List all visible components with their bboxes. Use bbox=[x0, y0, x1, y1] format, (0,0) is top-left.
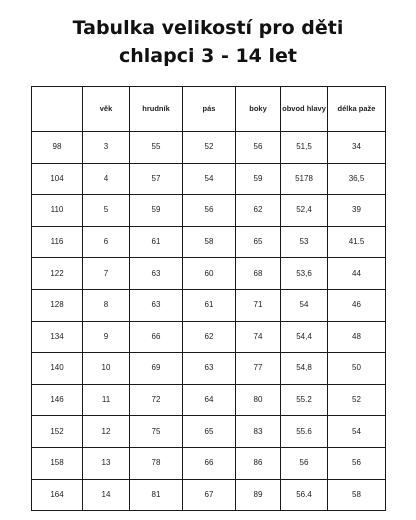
table-cell-hips: 86 bbox=[236, 447, 281, 479]
table-row bbox=[32, 226, 386, 258]
table-cell-arm-length: 54 bbox=[328, 416, 386, 448]
table-cell-age: 12 bbox=[83, 416, 130, 448]
table-cell-arm-length: 39 bbox=[328, 195, 386, 227]
table-cell-waist: 54 bbox=[183, 163, 236, 195]
table-cell-chest: 78 bbox=[130, 447, 183, 479]
table-cell-arm-length: 56 bbox=[328, 447, 386, 479]
table-cell-size: 122 bbox=[32, 258, 83, 290]
table-cell-size: 152 bbox=[32, 416, 83, 448]
table-row bbox=[32, 258, 386, 290]
table-cell-chest: 75 bbox=[130, 416, 183, 448]
table-cell-chest: 72 bbox=[130, 384, 183, 416]
table-cell-hips: 74 bbox=[236, 321, 281, 353]
header-cell-head-circumference: obvod hlavy bbox=[281, 87, 328, 132]
table-cell-arm-length: 34 bbox=[328, 132, 386, 164]
table-cell-waist: 66 bbox=[183, 447, 236, 479]
table-cell-size: 140 bbox=[32, 353, 83, 385]
table-cell-age: 7 bbox=[83, 258, 130, 290]
table-cell-hips: 56 bbox=[236, 132, 281, 164]
table-cell-waist: 52 bbox=[183, 132, 236, 164]
header-cell-chest: hrudník bbox=[130, 87, 183, 132]
table-cell-age: 4 bbox=[83, 163, 130, 195]
table-cell-chest: 61 bbox=[130, 226, 183, 258]
header-row bbox=[32, 87, 386, 132]
table-cell-arm-length: 58 bbox=[328, 479, 386, 511]
table-cell-chest: 63 bbox=[130, 258, 183, 290]
table-cell-hips: 59 bbox=[236, 163, 281, 195]
table-cell-age: 14 bbox=[83, 479, 130, 511]
size-table bbox=[31, 86, 386, 511]
table-cell-age: 10 bbox=[83, 353, 130, 385]
table-cell-age: 3 bbox=[83, 132, 130, 164]
table-cell-hips: 89 bbox=[236, 479, 281, 511]
table-cell-head-circumference: 5178 bbox=[281, 163, 328, 195]
table-cell-hips: 83 bbox=[236, 416, 281, 448]
table-cell-arm-length: 50 bbox=[328, 353, 386, 385]
table-cell-size: 134 bbox=[32, 321, 83, 353]
table-cell-waist: 60 bbox=[183, 258, 236, 290]
page-title: Tabulka velikostí pro děti bbox=[72, 17, 344, 39]
table-cell-waist: 67 bbox=[183, 479, 236, 511]
table-cell-chest: 57 bbox=[130, 163, 183, 195]
table-cell-age: 8 bbox=[83, 289, 130, 321]
table-cell-chest: 59 bbox=[130, 195, 183, 227]
table-cell-size: 110 bbox=[32, 195, 83, 227]
title-block bbox=[0, 14, 416, 70]
table-cell-arm-length: 41.5 bbox=[328, 226, 386, 258]
table-cell-head-circumference: 54,8 bbox=[281, 353, 328, 385]
table-cell-size: 158 bbox=[32, 447, 83, 479]
table-cell-hips: 80 bbox=[236, 384, 281, 416]
table-cell-age: 6 bbox=[83, 226, 130, 258]
table-cell-waist: 65 bbox=[183, 416, 236, 448]
table-row bbox=[32, 163, 386, 195]
table-body bbox=[32, 132, 386, 511]
table-cell-waist: 64 bbox=[183, 384, 236, 416]
table-cell-age: 11 bbox=[83, 384, 130, 416]
table-cell-arm-length: 44 bbox=[328, 258, 386, 290]
table-cell-hips: 68 bbox=[236, 258, 281, 290]
table-cell-size: 116 bbox=[32, 226, 83, 258]
table-cell-chest: 81 bbox=[130, 479, 183, 511]
table-row bbox=[32, 289, 386, 321]
header-cell-age: věk bbox=[83, 87, 130, 132]
table-cell-size: 104 bbox=[32, 163, 83, 195]
header-cell-hips: boky bbox=[236, 87, 281, 132]
table-row bbox=[32, 195, 386, 227]
table-cell-head-circumference: 55.2 bbox=[281, 384, 328, 416]
table-cell-size: 146 bbox=[32, 384, 83, 416]
table-cell-size: 98 bbox=[32, 132, 83, 164]
table-cell-head-circumference: 51,5 bbox=[281, 132, 328, 164]
table-cell-chest: 55 bbox=[130, 132, 183, 164]
table-cell-arm-length: 48 bbox=[328, 321, 386, 353]
table-row bbox=[32, 447, 386, 479]
table-cell-head-circumference: 56.4 bbox=[281, 479, 328, 511]
table-cell-chest: 66 bbox=[130, 321, 183, 353]
header-cell-arm-length: délka paže bbox=[328, 87, 386, 132]
table-cell-waist: 63 bbox=[183, 353, 236, 385]
table-row bbox=[32, 416, 386, 448]
page-subtitle: chlapci 3 - 14 let bbox=[119, 45, 297, 67]
table-cell-size: 128 bbox=[32, 289, 83, 321]
table-row bbox=[32, 321, 386, 353]
table-row bbox=[32, 384, 386, 416]
table-cell-arm-length: 36,5 bbox=[328, 163, 386, 195]
table-cell-arm-length: 52 bbox=[328, 384, 386, 416]
header-cell-waist: pás bbox=[183, 87, 236, 132]
table-row bbox=[32, 353, 386, 385]
table-row bbox=[32, 479, 386, 511]
table-cell-age: 9 bbox=[83, 321, 130, 353]
table-cell-head-circumference: 55.6 bbox=[281, 416, 328, 448]
table-cell-head-circumference: 54 bbox=[281, 289, 328, 321]
table-cell-chest: 69 bbox=[130, 353, 183, 385]
table-cell-hips: 62 bbox=[236, 195, 281, 227]
table-row bbox=[32, 132, 386, 164]
table-cell-head-circumference: 56 bbox=[281, 447, 328, 479]
table-cell-chest: 63 bbox=[130, 289, 183, 321]
table-cell-head-circumference: 54,4 bbox=[281, 321, 328, 353]
header-cell-size bbox=[32, 87, 83, 132]
table-cell-hips: 77 bbox=[236, 353, 281, 385]
table-cell-hips: 71 bbox=[236, 289, 281, 321]
table-cell-arm-length: 46 bbox=[328, 289, 386, 321]
table-cell-age: 5 bbox=[83, 195, 130, 227]
table-cell-hips: 65 bbox=[236, 226, 281, 258]
table-cell-waist: 58 bbox=[183, 226, 236, 258]
table-cell-waist: 62 bbox=[183, 321, 236, 353]
table-cell-head-circumference: 52,4 bbox=[281, 195, 328, 227]
table-cell-head-circumference: 53 bbox=[281, 226, 328, 258]
table-cell-waist: 56 bbox=[183, 195, 236, 227]
table-cell-size: 164 bbox=[32, 479, 83, 511]
table-cell-age: 13 bbox=[83, 447, 130, 479]
table-header bbox=[32, 87, 386, 132]
table-cell-head-circumference: 53,6 bbox=[281, 258, 328, 290]
table-cell-waist: 61 bbox=[183, 289, 236, 321]
